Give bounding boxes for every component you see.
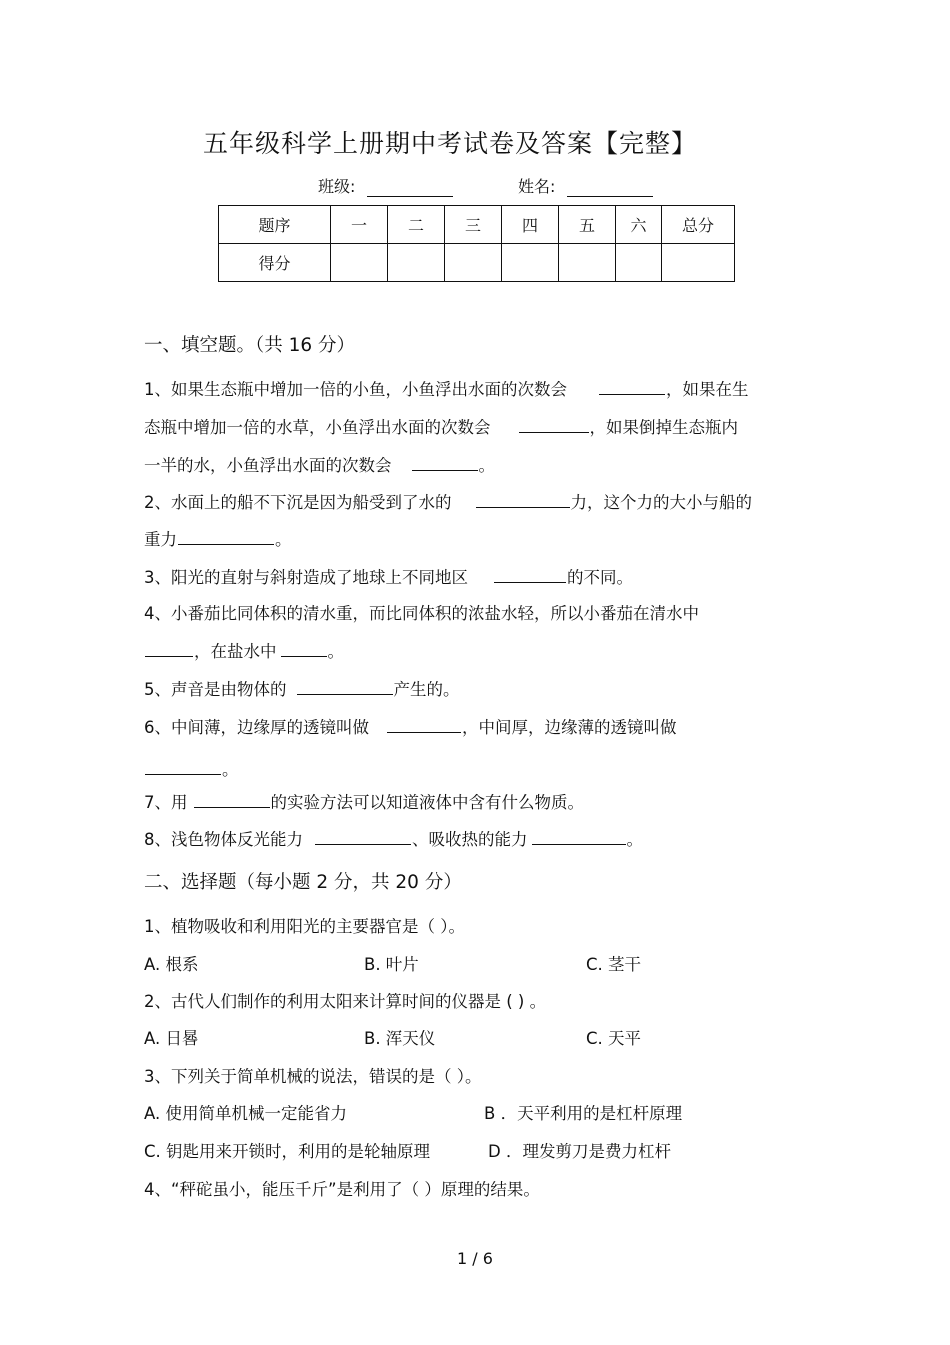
q-text: 态瓶中增加一倍的水草，小鱼浮出水面的次数会 — [144, 418, 491, 437]
name-blank — [567, 178, 653, 197]
answer-blank — [532, 828, 626, 845]
q-text: ，如果在生 — [666, 380, 749, 399]
answer-blank — [145, 640, 193, 657]
score-cell — [616, 244, 662, 282]
q-text: 的实验方法可以知道液体中含有什么物质。 — [270, 793, 584, 812]
score-table-score-row — [219, 244, 735, 282]
q-text: 1、如果生态瓶中增加一倍的小鱼，小鱼浮出水面的次数会 — [144, 380, 567, 399]
question-2-4: 4、“秤砣虽小，能压千斤”是利用了（ ）原理的结果。 — [144, 1180, 540, 1199]
header-cell: 总分 — [662, 206, 735, 244]
answer-blank — [315, 828, 411, 845]
header-cell: 题序 — [219, 206, 331, 244]
q-text: 。 — [275, 530, 292, 549]
header-cell: 四 — [502, 206, 559, 244]
score-cell — [502, 244, 559, 282]
answer-blank — [599, 378, 665, 395]
question-1-4-cont — [144, 638, 344, 662]
question-2-2: 2、古代人们制作的利用太阳来计算时间的仪器是 ( ) 。 — [144, 992, 547, 1011]
option-a: A. 根系 — [144, 955, 199, 974]
question-1-1-cont2 — [144, 452, 495, 476]
question-1-6-cont — [144, 756, 239, 780]
q-text: 5、声音是由物体的 — [144, 680, 287, 699]
page-number: 1 / 6 — [457, 1249, 493, 1268]
answer-blank — [387, 716, 461, 733]
q-text: 的不同。 — [567, 568, 633, 587]
score-table-header-row — [219, 206, 735, 244]
q-text: 8、浅色物体反光能力 — [144, 830, 303, 849]
question-1-2 — [144, 489, 752, 513]
option-b: B. 叶片 — [364, 955, 419, 974]
answer-blank — [178, 528, 274, 545]
q-text: 力，这个力的大小与船的 — [570, 493, 752, 512]
section1-heading: 一、填空题。（共 16 分） — [144, 335, 356, 356]
question-1-2-cont — [144, 526, 292, 550]
answer-blank — [281, 640, 327, 657]
question-2-1: 1、植物吸收和利用阳光的主要器官是（ ）。 — [144, 917, 465, 936]
answer-blank — [297, 678, 393, 695]
answer-blank — [412, 454, 478, 471]
score-table — [218, 205, 735, 282]
row-label-cell: 得分 — [219, 244, 331, 282]
score-cell — [559, 244, 616, 282]
q-text: 。 — [222, 760, 239, 779]
section2-heading: 二、选择题（每小题 2 分，共 20 分） — [144, 872, 462, 893]
option-b: B. 浑天仪 — [364, 1029, 436, 1048]
score-cell — [662, 244, 735, 282]
question-1-4 — [144, 600, 699, 624]
question-1-8 — [144, 826, 643, 850]
question-1-6 — [144, 714, 677, 738]
question-1-1-cont — [144, 414, 738, 438]
name-label: 姓名: — [518, 177, 556, 196]
option-c: C. 茎干 — [586, 955, 642, 974]
q-text: 。 — [327, 642, 344, 661]
question-1-5 — [144, 676, 460, 700]
answer-blank — [519, 416, 589, 433]
answer-blank — [194, 791, 270, 808]
option-b: B ．天平利用的是杠杆原理 — [484, 1104, 683, 1123]
q-text: 7、用 — [144, 793, 188, 812]
question-1-1 — [144, 376, 749, 400]
q-text: 4、小番茄比同体积的清水重，而比同体积的浓盐水轻，所以小番茄在清水中 — [144, 604, 699, 623]
q-text: ，如果倒掉生态瓶内 — [589, 418, 738, 437]
option-c: C. 钥匙用来开锁时，利用的是轮轴原理 — [144, 1142, 431, 1161]
answer-blank — [494, 566, 566, 583]
class-field — [318, 174, 453, 197]
q-text: 产生的。 — [393, 680, 460, 699]
name-field — [518, 174, 653, 197]
score-cell — [331, 244, 388, 282]
q-text: 3、阳光的直射与斜射造成了地球上不同地区 — [144, 568, 468, 587]
class-label: 班级: — [318, 177, 356, 196]
header-cell: 六 — [616, 206, 662, 244]
score-cell — [445, 244, 502, 282]
score-cell — [388, 244, 445, 282]
header-cell: 三 — [445, 206, 502, 244]
question-1-3 — [144, 564, 633, 588]
answer-blank — [476, 491, 570, 508]
q-text: 。 — [626, 830, 643, 849]
option-c: C. 天平 — [586, 1029, 642, 1048]
question-2-3: 3、下列关于简单机械的说法，错误的是（ ）。 — [144, 1067, 482, 1086]
class-blank — [367, 178, 453, 197]
q-text: 重力 — [144, 530, 177, 549]
q-text: ，在盐水中 — [194, 642, 277, 661]
q-text: 一半的水，小鱼浮出水面的次数会 — [144, 456, 392, 475]
q-text: ，中间厚，边缘薄的透镜叫做 — [462, 718, 677, 737]
question-1-7 — [144, 789, 584, 813]
header-cell: 一 — [331, 206, 388, 244]
q-text: 。 — [478, 456, 495, 475]
q-text: 6、中间薄，边缘厚的透镜叫做 — [144, 718, 369, 737]
q-text: 、吸收热的能力 — [412, 830, 528, 849]
document-title: 五年级科学上册期中考试卷及答案【完整】 — [202, 129, 697, 158]
q-text: 2、水面上的船不下沉是因为船受到了水的 — [144, 493, 452, 512]
header-cell: 五 — [559, 206, 616, 244]
header-cell: 二 — [388, 206, 445, 244]
option-a: A. 使用简单机械一定能省力 — [144, 1104, 347, 1123]
option-d: D ．理发剪刀是费力杠杆 — [488, 1142, 671, 1161]
option-a: A. 日晷 — [144, 1029, 199, 1048]
answer-blank — [145, 758, 221, 775]
